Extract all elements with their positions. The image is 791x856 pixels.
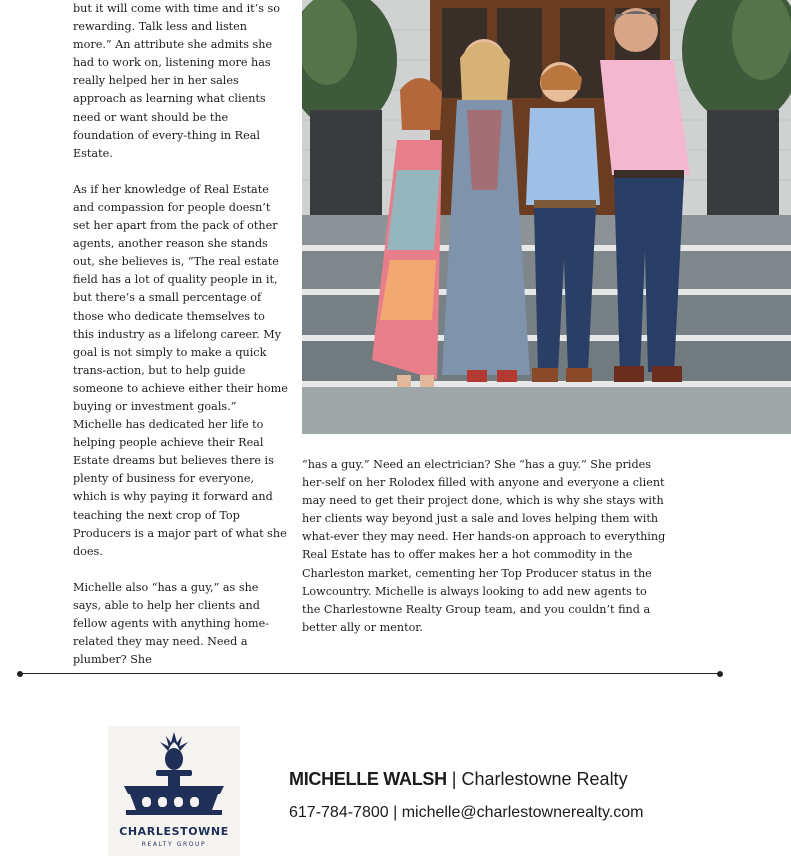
agent-name: MICHELLE WALSH — [289, 769, 447, 789]
article-left-column — [73, 0, 288, 669]
article-paragraph: As if her knowledge of Real Estate and compassion for people doesn’t set her apart from the pack of other agents, another reason she stands out, she believes is, “The real estate field has a lot of quality people in it, but there’s a small percentage of those who dedicate themselves to this industry as a lifelong career. My goal is not simply to make a quick trans-action, but to help guide someone to achieve either their home buying or investment goals.” Michelle has dedicated her life to helping people achieve their Real Estate dreams but believes there is plenty of business for everyone, which is why paying it forward and teaching the next crop of Top Producers is a major part of what she does. — [73, 182, 288, 558]
details-separator: | — [388, 804, 402, 821]
name-separator: | — [446, 769, 462, 789]
contact-details-line — [289, 802, 644, 824]
article-paragraph: “has a guy.” Need an electrician? She “has a guy.” She prides her-self on her Rolodex filled with anyone and everyone a client may need to get their project done, which is why she stays with her clients way beyond just a sale and loves helping them with what-ever they may need. Her hands-on approach to everything Real Estate has to offer makes her a hot commodity in the Charleston market, cementing her Top Producer status in the Lowcountry. Michelle is always looking to add new agents to the Charlestowne Realty Group team, and you couldn’t find a better ally or mentor. — [302, 458, 666, 634]
phone-number: 617-784-7800 — [289, 804, 389, 821]
article-right-column — [302, 456, 667, 637]
contact-name-line — [289, 766, 644, 792]
fountain-pineapple-icon — [108, 726, 240, 826]
article-paragraph: but it will come with time and it’s so rewarding. Talk less and listen more.” An attribute she admits she had to work on, listening more has really helped her in her sales approach as learning what clients need or want should be the foundation of every-thing in Real Estate. — [73, 2, 280, 160]
section-divider — [20, 673, 720, 674]
article-paragraph: Michelle also “has a guy,” as she says, able to help her clients and fellow agents with anything home-related they may need. Need a plumber? She — [73, 580, 269, 667]
divider-endpoint — [717, 671, 723, 677]
logo-subtitle: REALTY GROUP — [141, 841, 207, 848]
company-logo — [108, 726, 240, 856]
contact-block — [289, 766, 644, 824]
divider-endpoint — [17, 671, 23, 677]
family-photo-illustration — [302, 0, 791, 434]
logo-name: CHARLESTOWNE — [119, 825, 229, 838]
company-name: Charlestowne Realty — [461, 769, 628, 789]
family-photo — [302, 0, 791, 434]
email-address: michelle@charlestownerealty.com — [401, 804, 644, 821]
